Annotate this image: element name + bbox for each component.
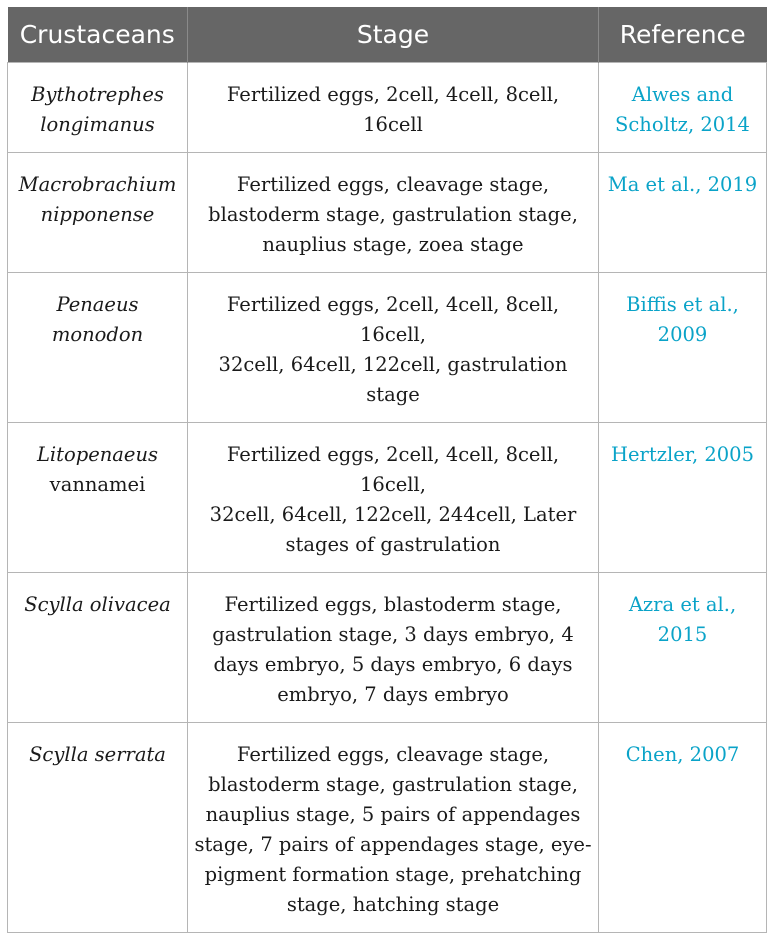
species-cell <box>8 63 188 153</box>
reference-link[interactable] <box>599 723 767 933</box>
table-row <box>8 723 767 933</box>
stage-cell <box>188 573 599 723</box>
stage-cell-line: Fertilized eggs, 2cell, 4cell, 8cell, 16cell, <box>226 293 560 346</box>
stage-cell <box>188 423 599 573</box>
stage-cell-line: nauplius stage, zoea stage <box>262 233 524 256</box>
stage-cell <box>188 723 599 933</box>
species-cell-line: vannamei <box>49 473 146 496</box>
species-cell <box>8 573 188 723</box>
reference-link-line[interactable]: Ma et al., 2019 <box>607 173 758 196</box>
stage-cell-line: stages of gastrulation <box>285 533 501 556</box>
stage-cell <box>188 273 599 423</box>
header-reference: Reference <box>599 7 767 63</box>
header-stage: Stage <box>188 7 599 63</box>
reference-link-line[interactable]: Chen, 2007 <box>625 743 740 766</box>
reference-link-line[interactable]: Hertzler, 2005 <box>611 443 754 466</box>
stage-cell <box>188 63 599 153</box>
stage-cell-line: Fertilized eggs, blastoderm stage, <box>224 593 562 616</box>
species-cell <box>8 423 188 573</box>
stage-cell-line: embryo, 7 days embryo <box>277 683 509 706</box>
stage-cell-line: 32cell, 64cell, 122cell, gastrulation stage <box>218 353 568 406</box>
stage-cell-line: pigment formation stage, prehatching <box>204 863 582 886</box>
table-row <box>8 423 767 573</box>
stage-cell-line: Fertilized eggs, cleavage stage, <box>236 173 550 196</box>
species-cell-line: Litopenaeus <box>36 443 159 466</box>
species-cell <box>8 153 188 273</box>
species-cell-line: nipponense <box>40 203 155 226</box>
reference-link[interactable] <box>599 423 767 573</box>
table-row <box>8 573 767 723</box>
stage-cell-line: nauplius stage, 5 pairs of appendages <box>205 803 581 826</box>
stage-cell-line: Fertilized eggs, cleavage stage, <box>236 743 550 766</box>
reference-link[interactable] <box>599 273 767 423</box>
stage-cell-line: blastoderm stage, gastrulation stage, <box>208 203 578 226</box>
stage-cell-line: 32cell, 64cell, 122cell, 244cell, Later <box>209 503 577 526</box>
reference-link-line[interactable]: Azra et al., <box>628 593 737 616</box>
table-row <box>8 153 767 273</box>
header-crustaceans: Crustaceans <box>8 7 188 63</box>
reference-link[interactable] <box>599 63 767 153</box>
table-header-row <box>8 7 767 63</box>
table-row <box>8 273 767 423</box>
stage-cell-line: Fertilized eggs, 2cell, 4cell, 8cell, 16cell, <box>226 443 560 496</box>
reference-link[interactable] <box>599 153 767 273</box>
stage-cell-line: days embryo, 5 days embryo, 6 days <box>213 653 573 676</box>
reference-link-line[interactable]: 2015 <box>657 623 708 646</box>
species-cell <box>8 723 188 933</box>
table-row <box>8 63 767 153</box>
species-cell-line: Bythotrephes <box>31 83 164 106</box>
species-cell <box>8 273 188 423</box>
stage-cell-line: gastrulation stage, 3 days embryo, 4 <box>212 623 574 646</box>
stage-cell-line: blastoderm stage, gastrulation stage, <box>208 773 578 796</box>
crustacean-stages-table <box>7 7 767 933</box>
reference-link-line[interactable]: Biffis et al., <box>626 293 739 316</box>
species-cell-line: Penaeus monodon <box>51 293 144 346</box>
species-cell-line: Scylla serrata <box>29 743 166 766</box>
reference-link-line[interactable]: Scholtz, 2014 <box>615 113 750 136</box>
stage-cell-line: stage, 7 pairs of appendages stage, eye- <box>194 833 592 856</box>
stage-cell-line: Fertilized eggs, 2cell, 4cell, 8cell, 16cell <box>226 83 560 136</box>
species-cell-line: Macrobrachium <box>18 173 177 196</box>
stage-cell <box>188 153 599 273</box>
species-cell-line: longimanus <box>40 113 155 136</box>
reference-link-line[interactable]: Alwes and <box>631 83 734 106</box>
species-cell-line: Scylla olivacea <box>24 593 171 616</box>
reference-link-line[interactable]: 2009 <box>657 323 708 346</box>
stage-cell-line: stage, hatching stage <box>286 893 500 916</box>
reference-link[interactable] <box>599 573 767 723</box>
